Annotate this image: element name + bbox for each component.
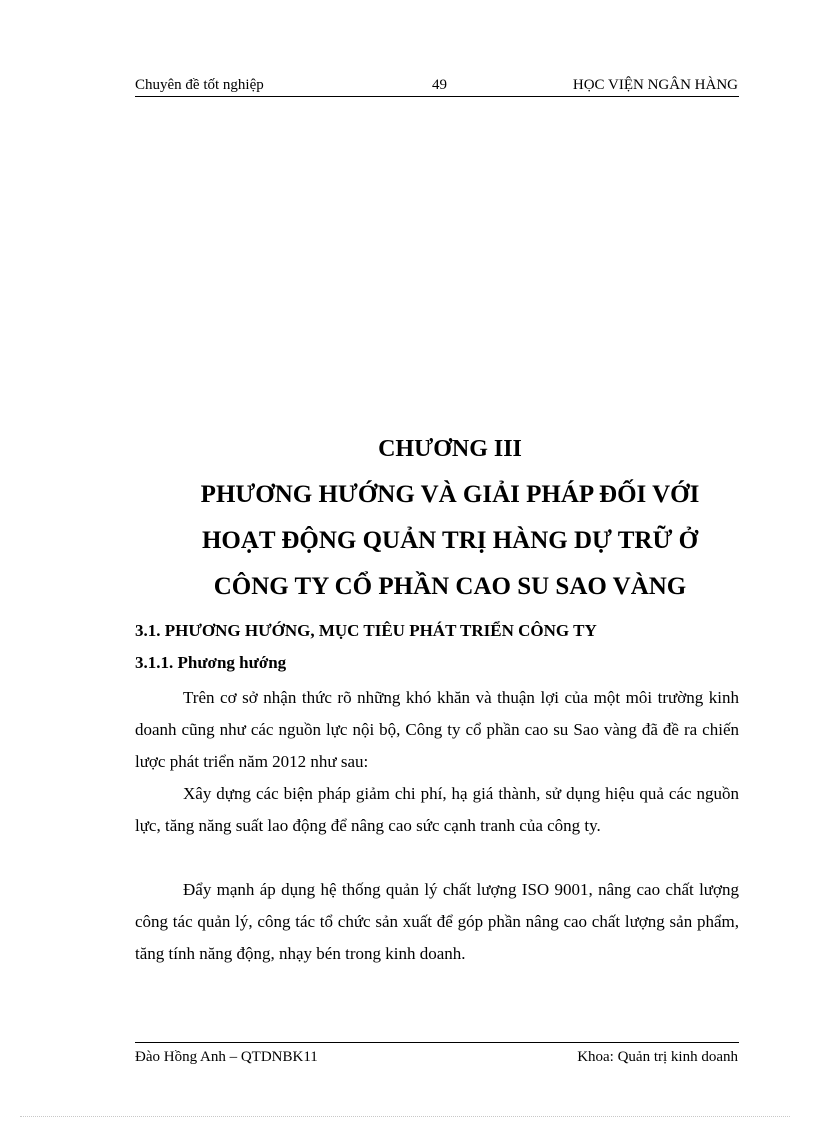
body-paragraph-2 [135,778,739,842]
subsection-heading: 3.1.1. Phương hướng [135,653,287,672]
header-document-type: Chuyên đề tốt nghiệp [135,77,264,93]
chapter-number: CHƯƠNG III [378,436,522,462]
footer-faculty: Khoa: Quản trị kinh doanh [577,1049,738,1065]
body-paragraph-3 [135,874,739,970]
body-paragraph-1 [135,682,739,778]
footer-author: Đào Hồng Anh – QTDNBK11 [135,1049,318,1065]
header-page-number: 49 [432,77,447,93]
page-header [135,76,739,97]
paragraph-text: Đẩy mạnh áp dụng hệ thống quản lý chất lượng ISO 9001, nâng cao chất lượng công tác quản lý, công tác tổ chức sản xuất để góp phần nâng cao chất lượng sản phẩm, tăng tính năng động, nhạy bén trong kinh doanh. [135,880,739,963]
chapter-title-line-2: HOẠT ĐỘNG QUẢN TRỊ HÀNG DỰ TRỮ Ở [201,527,699,554]
section-heading: 3.1. PHƯƠNG HƯỚNG, MỤC TIÊU PHÁT TRIỂN CÔNG TY [135,621,597,640]
paragraph-text: Xây dựng các biện pháp giảm chi phí, hạ giá thành, sử dụng hiệu quả các nguồn lực, tăng năng suất lao động để nâng cao sức cạnh tranh của công ty. [135,784,739,835]
paragraph-text: Trên cơ sở nhận thức rõ những khó khăn và thuận lợi của một môi trường kinh doanh cũng như các nguồn lực nội bộ, Công ty cổ phần cao su Sao vàng đã đề ra chiến lược phát triển năm 2012 như sau: [135,688,739,771]
header-institution: HỌC VIỆN NGÂN HÀNG [572,77,738,93]
page-edge-divider [20,1116,790,1117]
chapter-title-line-3: CÔNG TY CỔ PHẦN CAO SU SAO VÀNG [213,573,687,600]
page-footer [135,1042,739,1071]
chapter-title-line-1: PHƯƠNG HƯỚNG VÀ GIẢI PHÁP ĐỐI VỚI [200,481,700,508]
